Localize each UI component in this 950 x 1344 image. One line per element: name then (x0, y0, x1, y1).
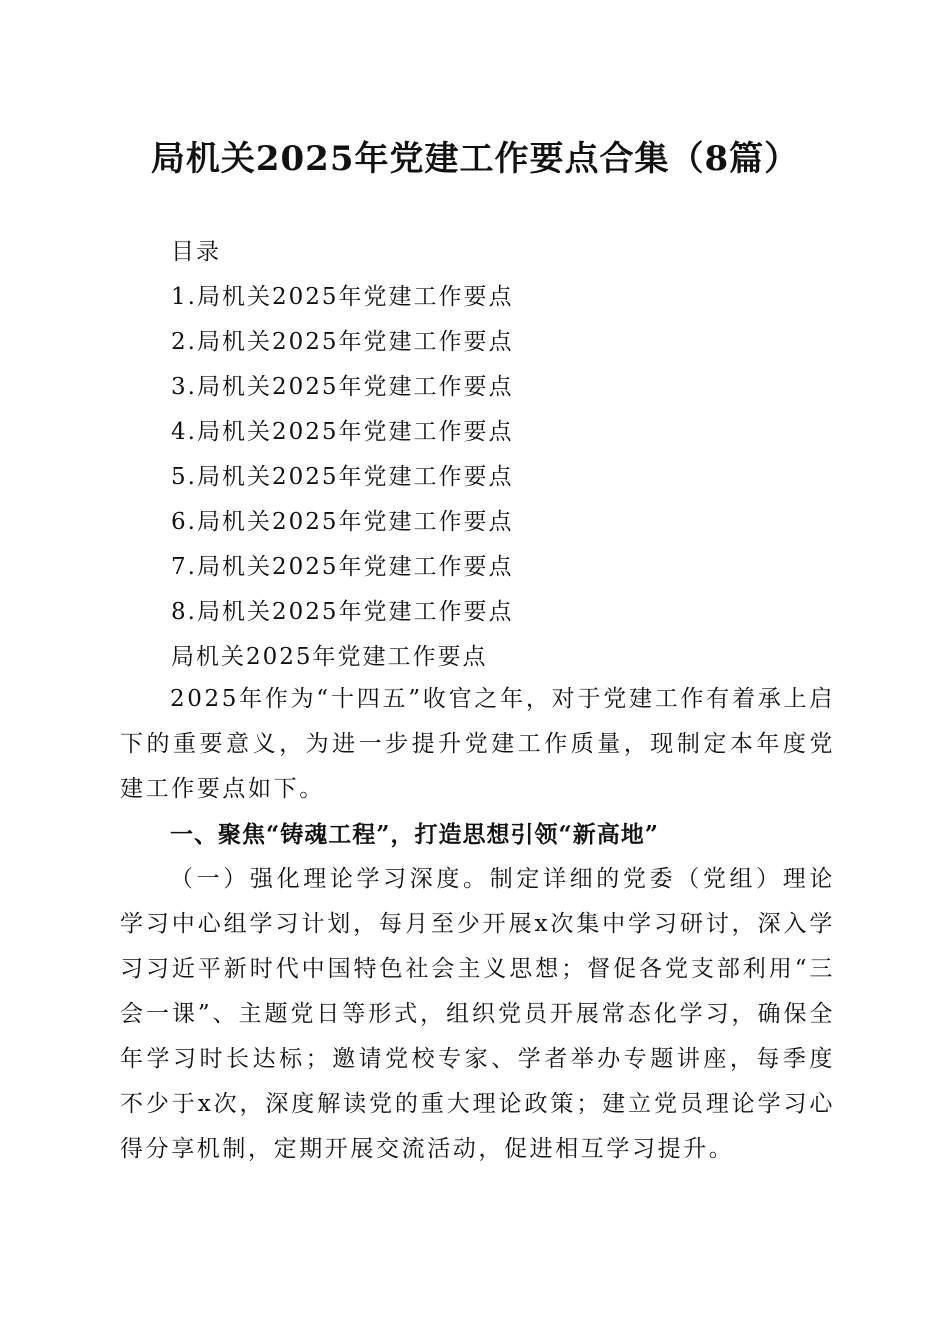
section-1-item-1-paragraph: （一）强化理论学习深度。制定详细的党委（党组）理论学习中心组学习计划，每月至少开展x次集中学习研讨，深入学习习近平新时代中国特色社会主义思想；督促各党支部利用“三会一课”、主题党日等形式，组织党员开展常态化学习，确保全年学习时长达标；邀请党校专家、学者举办专题讲座，每季度不少于x次，深度解读党的重大理论政策；建立党员理论学习心得分享机制，定期开展交流活动，促进相互学习提升。 (120, 866, 835, 1162)
toc-item-7[interactable]: 7.局机关2025年党建工作要点 (171, 554, 514, 580)
toc-heading: 目录 (171, 239, 221, 265)
intro-paragraph: 2025年作为“十四五”收官之年，对于党建工作有着承上启下的重要意义，为进一步提升党建工作质量，现制定本年度党建工作要点如下。 (120, 686, 835, 802)
toc-item-3[interactable]: 3.局机关2025年党建工作要点 (171, 374, 514, 400)
toc-item-2[interactable]: 2.局机关2025年党建工作要点 (171, 329, 514, 355)
toc-item-4[interactable]: 4.局机关2025年党建工作要点 (171, 419, 514, 445)
toc-item-5[interactable]: 5.局机关2025年党建工作要点 (171, 464, 514, 490)
table-of-contents (171, 230, 871, 680)
document-title: 局机关2025年党建工作要点合集（8篇） (150, 139, 800, 179)
document-body (120, 677, 835, 1172)
article-title: 局机关2025年党建工作要点 (171, 644, 488, 670)
toc-item-8[interactable]: 8.局机关2025年党建工作要点 (171, 599, 514, 625)
toc-item-6[interactable]: 6.局机关2025年党建工作要点 (171, 509, 514, 535)
section-1-heading: 一、聚焦“铸魂工程”，打造思想引领“新高地” (170, 821, 659, 848)
toc-item-1[interactable]: 1.局机关2025年党建工作要点 (171, 284, 514, 310)
